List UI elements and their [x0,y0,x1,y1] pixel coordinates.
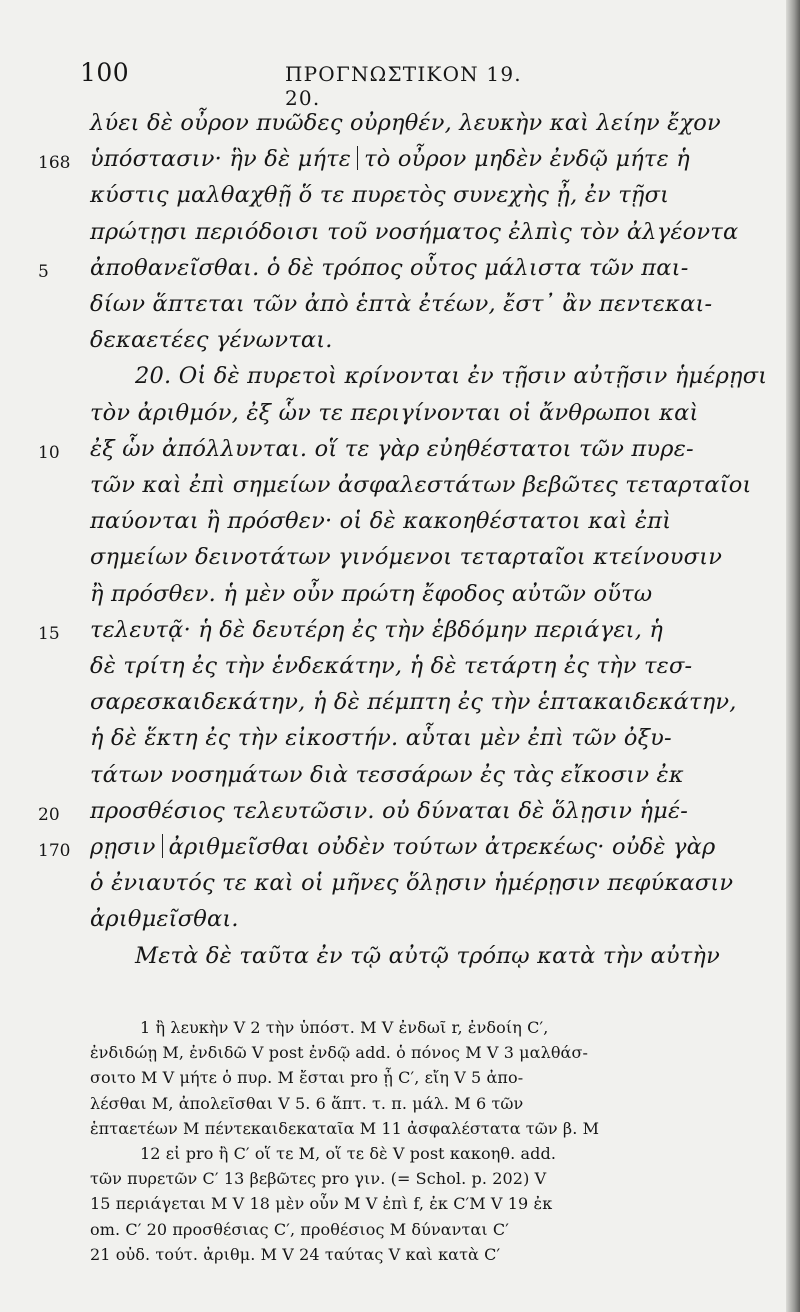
text-segment: σαρεσκαιδεκάτην, ἡ δὲ πέμπτη ἐς τὴν ἑπτακαιδεκάτην, [90,689,737,716]
text-line [90,182,669,208]
text-segment: δεκαετέες γένωνται. [90,327,333,354]
page-number: 100 [80,58,130,87]
text-segment: τῶν καὶ ἐπὶ σημείων ἀσφαλεστάτων βεβῶτες τεταρταῖοι [90,472,752,498]
text-segment: σημείων δεινοτάτων γινόμενοι τεταρταῖοι κτείνουσιν [90,544,723,571]
text-line [90,472,752,498]
apparatus-line: σοιτο M V μήτε ὁ πυρ. M ἔσται pro ᾖ C′, εἴη V 5 ἀπο- [90,1068,524,1088]
text-line [135,363,767,389]
text-segment: δίων ἅπτεται τῶν ἀπὸ ἑπτὰ ἐτέων, ἔστ᾽ ἂν πεντεκαι- [90,291,713,317]
running-title: ΠΡΟΓΝΩΣΤΙΚΟΝ 19. 20. [285,62,522,110]
text-segment: ἐξ ὧν ἀπόλλυνται. οἵ τε γὰρ εὐηθέστατοι τῶν πυρε- [90,435,694,462]
text-line [90,725,672,751]
page-edge-shadow [786,0,800,1312]
text-line [90,255,689,281]
text-segment: πρώτῃσι περιόδοισι τοῦ νοσήματος ἐλπὶς τὸν ἀλγέοντα [90,218,739,245]
text-line [90,110,721,136]
apparatus-line: 1 ἢ λευκὴν V 2 τὴν ὑπόστ. M V ἐνδωῖ r, ἐνδοίη C′, [140,1018,549,1037]
page-header [80,58,560,110]
text-line [90,219,738,245]
apparatus-line: 15 περιάγεται M V 18 μὲν οὖν M V ἐπὶ f, ἐκ C′M V 19 ἐκ [90,1194,553,1214]
text-line [90,146,690,172]
text-segment: ὁ ἐνιαυτός τε καὶ οἱ μῆνες ὅλῃσιν ἡμέρῃσιν πεφύκασιν [90,870,734,897]
text-segment: δὲ τρίτη ἐς τὴν ἑνδεκάτην, ἡ δὲ τετάρτη ἐς τὴν τεσ- [90,653,693,679]
text-segment: λύει δὲ οὖρον πυῶδες οὐρηθέν, λευκὴν καὶ λείην ἔχον [90,110,721,136]
text-segment: παύονται ἢ πρόσθεν· οἱ δὲ κακοηθέστατοι καὶ ἐπὶ [90,508,672,535]
apparatus-line: 21 οὐδ. τούτ. ἀριθμ. M V 24 ταύτας V καὶ κατὰ C′ [90,1244,501,1264]
margin-line-number: 15 [38,623,60,644]
text-segment: Μετὰ δὲ ταῦτα ἐν τῷ αὐτῷ τρόπῳ κατὰ τὴν αὐτὴν [135,942,720,969]
text-line [90,544,722,570]
text-line [90,906,239,932]
apparatus-line: ἐνδιδώῃ M, ἐνδιδῶ V post ἐνδῷ add. ὁ πόνος M V 3 μαλθάσ- [90,1043,588,1063]
text-line [90,653,692,679]
text-line [90,508,671,534]
text-segment: τελευτᾷ· ἡ δὲ δευτέρη ἐς τὴν ἑβδόμην περιάγει, ἡ [90,616,664,643]
margin-line-number: 5 [38,261,49,282]
text-segment: ὑπόστασιν· ἣν δὲ μήτε [90,146,352,173]
text-line [90,327,333,353]
margin-line-number: 170 [38,841,71,861]
text-segment: ἡ δὲ ἕκτη ἐς τὴν εἰκοστήν. αὗται μὲν ἐπὶ τῶν ὀξυ- [90,725,672,752]
margin-line-number: 20 [38,804,60,825]
apparatus-line: 12 εἰ pro ἢ C′ οἵ τε M, οἵ τε δὲ V post κακοηθ. add. [140,1144,557,1163]
text-segment: τάτων νοσημάτων διὰ τεσσάρων ἐς τὰς εἴκοσιν ἐκ [90,761,684,788]
margin-line-number: 10 [38,442,60,463]
text-segment: κύστις μαλθαχθῇ ὅ τε πυρετὸς συνεχὴς ᾖ, ἐν τῇσι [90,182,670,209]
text-segment: προσθέσιος τελευτῶσιν. οὐ δύναται δὲ ὅλῃσιν ἡμέ- [90,797,689,824]
text-line [90,400,699,426]
text-line [135,943,720,969]
margin-line-number: 168 [38,153,71,174]
page-break-marker [357,146,358,170]
text-segment: ρῃσιν [90,834,156,860]
text-segment: ἢ πρόσθεν. ἡ μὲν οὖν πρώτη ἔφοδος αὐτῶν οὕτω [90,580,653,607]
text-line [90,798,688,824]
apparatus-line: om. C′ 20 προσθέσιας C′, προθέσιος M δύνανται C′ [90,1219,510,1239]
text-segment: ἀριθμεῖσθαι. [90,906,239,933]
text-segment: τὸν ἀριθμόν, ἐξ ὧν τε περιγίνονται οἱ ἄνθρωποι καὶ [90,399,699,426]
text-line [90,834,715,860]
text-line [90,762,684,788]
text-segment: τὸ οὖρον μηδὲν ἐνδῷ μήτε ἡ [364,146,690,173]
text-segment: ἀποθανεῖσθαι. ὁ δὲ τρόπος οὗτος μάλιστα τῶν παι- [90,254,689,281]
text-line [90,689,737,715]
apparatus-line: λέσθαι M, ἀπολεῖσθαι V 5. 6 ἅπτ. τ. π. μάλ. M 6 τῶν [90,1093,524,1113]
apparatus-line: τῶν πυρετῶν C′ 13 βεβῶτες pro γιν. (= Schol. p. 202) V [90,1169,547,1189]
text-segment: ἀριθμεῖσθαι οὐδὲν τούτων ἀτρεκέως· οὐδὲ γὰρ [168,834,716,860]
page-break-marker [162,834,163,858]
text-line [90,870,733,896]
text-line [90,436,694,462]
text-segment: 20. Οἱ δὲ πυρετοὶ κρίνονται ἐν τῇσιν αὐτῇσιν ἡμέρῃσι [135,363,768,390]
text-line [90,581,652,607]
apparatus-line: ἑπταετέων M πέντεκαιδεκαταῖα M 11 ἀσφαλέστατα τῶν β. M [90,1118,600,1138]
text-line [90,291,712,317]
text-line [90,617,663,643]
